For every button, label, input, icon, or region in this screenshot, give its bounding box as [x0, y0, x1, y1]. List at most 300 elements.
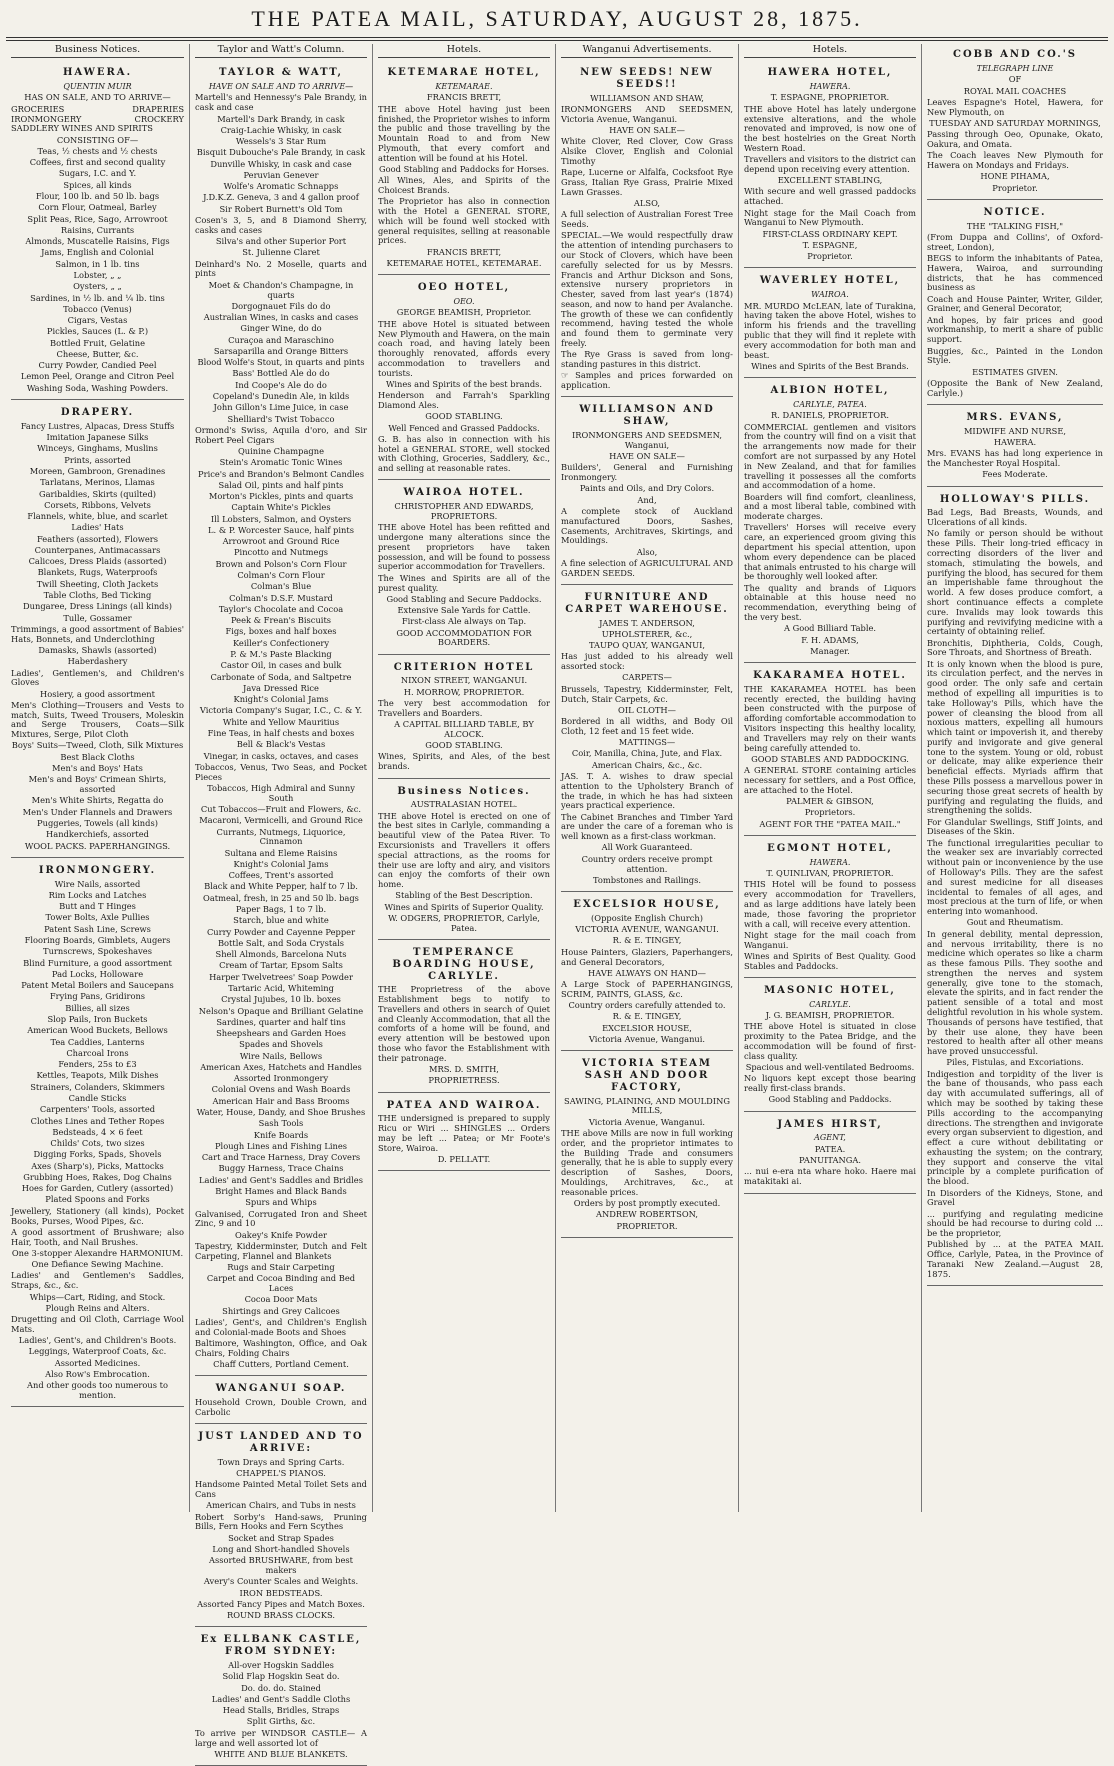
ad-line: Men's and Boys' Crimean Shirts, assorted: [28, 774, 167, 795]
ad-line: Grubbing Hoes, Rakes, Dog Chains: [23, 1171, 172, 1182]
advertisement: [195, 1629, 367, 1766]
ad-line: ☞ Samples and prices forwarded on application.: [561, 370, 733, 391]
ad-line: Good Stabling and Secure Paddocks.: [386, 593, 542, 604]
ad-line: WHITE AND BLUE BLANKETS.: [214, 1748, 348, 1759]
ad-line: Sheepshears and Garden Hoes: [216, 1028, 346, 1039]
ad-line: Oysters, „ „: [73, 281, 122, 292]
ad-body: [561, 94, 733, 391]
ad-line: Galvanised, Corrugated Iron and Sheet Zinc, 9 and 10: [195, 1208, 367, 1229]
advertisement: [927, 489, 1103, 1286]
ad-line: The functional irregularities peculiar to the weaker sex are invariably corrected without pain or inconvenience by the use of Holloway's Pills. They are the safest and surest medicine for all diseases incidental to females of all ages, and most precious at the turn of life, or when entering into womanhood.: [927, 837, 1103, 917]
ad-line: And hopes, by fair prices and good workmanship, to merit a share of public support.: [927, 314, 1103, 345]
ad-line: THE above Mills are now in full working order, and the proprietor intimates to the Building Trade and consumers generally, that he is able to supply every description of Sashes, Doors, Mouldings, Architraves, &c., at reasonable prices.: [561, 1128, 733, 1197]
ad-line: A CAPITAL BILLIARD TABLE, BY ALCOCK.: [394, 719, 534, 739]
ad-line: Good Stabling and Paddocks.: [768, 1094, 892, 1105]
ad-body: [378, 1114, 550, 1164]
column-heading: Wanganui Advertisements.: [561, 44, 733, 58]
ad-line: Ladies', Gentlemen's, and Children's Gloves: [11, 667, 184, 688]
ad-line: Coffees, first and second quality: [29, 157, 166, 168]
ad-line: Spurs and Whips: [245, 1197, 317, 1208]
ad-line: Stein's Aromatic Tonic Wines: [219, 457, 343, 468]
ad-line: Counterpanes, Antimacassars: [34, 544, 161, 555]
advertisement: [744, 270, 916, 378]
ad-line: House Painters, Glaziers, Paperhangers, and General Decorators,: [561, 946, 733, 967]
ad-line: The Wines and Spirits are all of the purest quality.: [378, 572, 550, 593]
ad-line: Handkerchiefs, assorted: [46, 829, 149, 840]
ad-line: HONE PIHAMA,: [980, 171, 1050, 182]
ad-line: Puggeries, Towels (all kinds): [37, 817, 158, 828]
ad-line: Curry Powder and Cayenne Pepper: [206, 926, 356, 937]
ad-line: HAVE ALWAYS ON HAND—: [588, 967, 706, 978]
ad-line: Split Peas, Rice, Sago, Arrowroot: [27, 213, 168, 224]
ad-line: All-over Hogskin Saddles: [228, 1660, 334, 1671]
ad-title: Business Notices.: [397, 785, 531, 797]
advertisement: [378, 781, 550, 940]
ad-subtitle: WAIROA.: [811, 290, 849, 300]
ad-line: PROPRIETOR.: [616, 1220, 678, 1231]
ad-line: Leaves Espagne's Hotel, Hawera, for New Plymouth, on: [927, 96, 1103, 117]
ad-line: HAS ON SALE, AND TO ARRIVE—: [24, 92, 171, 103]
column-heading: Hotels.: [378, 44, 550, 58]
ad-line: Ladies' and Gent's Saddle Cloths: [211, 1693, 351, 1704]
ad-line: ROYAL MAIL COACHES: [963, 85, 1067, 96]
ad-line: PALMER & GIBSON,: [786, 796, 874, 807]
ad-line: WILLIAMSON AND SHAW,: [590, 92, 704, 103]
ad-line: Cut Tobaccos—Fruit and Flowers, &c.: [200, 803, 362, 814]
ad-title: NEW SEEDS! NEW SEEDS!!: [580, 67, 714, 90]
ad-line: Paints and Oils, and Dry Colors.: [579, 483, 715, 494]
ad-line: MR. MURDO McLEAN, late of Turakina, having taken the above Hotel, wishes to inform his friends and the travelling public that they will find it replete with every accommodation for both man and beast.: [744, 300, 916, 360]
ad-line: Travellers' Horses will receive every care, an experienced groom giving this department his special attention, upon whom every dependence can be placed that animals entrusted to his charge will be thoroughly well looked after.: [744, 522, 916, 582]
ad-title: PATEA AND WAIROA.: [386, 1099, 542, 1111]
ad-title: KETEMARAE HOTEL,: [387, 67, 541, 79]
ad-body: [744, 1011, 916, 1105]
ad-line: Tobaccos, Venus, Two Seas, and Pocket Pieces: [195, 761, 367, 782]
ad-line: Gout and Rheumatism.: [966, 917, 1064, 928]
ad-body: [195, 1458, 367, 1621]
ad-line: Water, House, Dandy, and Shoe Brushes: [196, 1107, 366, 1118]
ad-line: Sir Robert Burnett's Old Tom: [219, 203, 343, 214]
ad-line: American Hair and Bass Brooms: [212, 1095, 350, 1106]
ad-line: Pickles, Sauces (L. & P.): [46, 326, 149, 337]
ad-line: Coir, Manilla, China, Jute, and Flax.: [571, 748, 723, 759]
ad-body: [195, 1661, 367, 1760]
column-3: [372, 44, 555, 1512]
ad-line: In general debility, mental depression, and nervous irritability, there is no medicine which operates so like a charm as these famous Pills. They soothe and strengthen the nerves and system generally, give tone to the stomach, elevate the spirits, and in fact render the patient sensible of a total and most delightful revolution in his whole system. Thousands of persons have testified, that by their use alone, they have been restored to health after all other means have proved unsuccessful.: [927, 928, 1103, 1057]
ad-line: Jams, English and Colonial: [41, 247, 154, 258]
ad-line: GOOD ACCOMMODATION FOR BOARDERS.: [396, 627, 532, 648]
ad-line: Wolfe's Aromatic Schnapps: [223, 181, 339, 192]
advertisement: [744, 980, 916, 1112]
ad-line: Extensive Sale Yards for Cattle.: [397, 605, 531, 616]
ad-line: A good assortment of Brushware; also Hair, Tooth, and Nail Brushes.: [11, 1226, 184, 1247]
ad-line: Ormond's Swiss, Aquila d'oro, and Sir Robert Peel Cigars: [195, 424, 367, 445]
ad-line: Blankets, Rugs, Waterproofs: [37, 567, 158, 578]
ad-line: Salmon, in 1 lb. tins: [55, 258, 140, 269]
ad-body: [378, 502, 550, 648]
ad-line: Sultana and Eleme Raisins: [224, 847, 338, 858]
ad-title: COBB AND CO.'S: [953, 49, 1077, 60]
ad-line: Winceys, Ginghams, Muslins: [37, 443, 158, 454]
ad-line: Cocoa Door Mats: [244, 1294, 318, 1305]
ad-line: The Coach leaves New Plymouth for Hawera on Mondays and Fridays.: [927, 150, 1103, 170]
ad-line: Bordered in all widths, and Body Oil Cloth, 12 feet and 15 feet wide.: [561, 716, 733, 736]
ad-body: [744, 93, 916, 262]
ad-line: Tobacco (Venus): [63, 303, 132, 314]
ad-subtitle: TELEGRAPH LINE: [976, 63, 1054, 73]
ad-line: GOOD STABLING.: [425, 740, 503, 751]
ad-line: With secure and well grassed paddocks attached.: [744, 186, 916, 207]
ad-line: FRANCIS BRETT,: [426, 92, 502, 103]
ad-line: Wines and Spirits of the best brands.: [385, 378, 543, 389]
ad-line: Assorted Fancy Pipes and Match Boxes.: [197, 1598, 365, 1609]
ad-line: Proprietor.: [807, 251, 853, 262]
ad-line: T. ESPAGNE,: [802, 239, 858, 250]
ad-line: Fenders, 25s to £3: [58, 1059, 137, 1070]
ad-line: Peek & Frean's Biscuits: [230, 615, 332, 626]
ad-line: A Good Billiard Table.: [783, 623, 877, 634]
column-4: [555, 44, 738, 1512]
advertisement: [195, 1378, 367, 1424]
ad-line: The Rye Grass is saved from long-standing pastures in this district.: [561, 349, 733, 370]
ad-line: Sardines, quarter and half tins: [216, 1016, 346, 1027]
ad-line: All Work Guaranteed.: [601, 842, 693, 853]
ad-line: Head Stalls, Bridles, Straps: [222, 1705, 340, 1716]
ad-line: Men's Under Flannels and Drawers: [22, 806, 173, 817]
ad-line: Handsome Painted Metal Toilet Sets and Cans: [195, 1479, 367, 1500]
ad-line: Childs' Cots, two sizes: [50, 1138, 145, 1149]
ad-line: G. B. has also in connection with his hotel a GENERAL STORE, well stocked with Clothing, Groceries, Saddlery, &c., and selling at reasonable rates.: [378, 433, 550, 474]
ad-title: TAYLOR & WATT,: [218, 67, 344, 79]
ad-line: Colman's D.S.F. Mustard: [229, 592, 333, 603]
advertisement: [378, 657, 550, 779]
ad-body: [744, 1145, 916, 1187]
ad-body: [195, 93, 367, 1369]
ad-line: Ladies' and Gentlemen's Saddles, Straps, &c., &c.: [11, 1270, 184, 1291]
ad-title: JAMES HIRST,: [777, 1118, 883, 1130]
ad-body: [927, 222, 1103, 399]
ad-line: Hoes for Garden, Cutlery (assorted): [21, 1183, 174, 1194]
ad-line: KETEMARAE HOTEL, KETEMARAE.: [386, 257, 542, 268]
ad-line: Wines, Spirits, and Ales, of the best brands.: [378, 751, 550, 772]
ad-line: THE above Hotel has lately undergone extensive alterations, and the whole renovated and improved, is now one of the best hostelries on the Great North Western Road.: [744, 103, 916, 153]
ad-line: HAWERA.: [993, 436, 1037, 447]
ad-line: W. ODGERS, PROPRIETOR, Carlyle, Patea.: [388, 912, 540, 933]
ad-title: TEMPERANCE BOARDING HOUSE, CARLYLE.: [392, 946, 536, 982]
ad-body: [744, 302, 916, 372]
ad-line: Bisquit Dubouche's Pale Brandy, in cask: [196, 147, 366, 158]
ad-line: Cream of Tartar, Epsom Salts: [219, 960, 343, 971]
ad-line: Coach and House Painter, Writer, Gilder, Grainer, and General Decorator,: [927, 293, 1103, 314]
ad-line: Robert Sorby's Hand-saws, Pruning Bills, Fern Hooks and Fern Scythes: [195, 1511, 367, 1532]
ad-title: MASONIC HOTEL,: [764, 984, 896, 996]
advertisement: [744, 380, 916, 663]
ad-line: Buggy Harness, Trace Chains: [218, 1163, 344, 1174]
ad-line: ... nui e-era nta whare hoko. Haere mai matakitaki ai.: [744, 1166, 916, 1187]
ad-line: Moet & Chandon's Champagne, in quarts: [208, 279, 354, 300]
ad-subtitle: HAWERA.: [809, 857, 851, 867]
ad-line: Pad Locks, Holloware: [51, 968, 144, 979]
ad-line: Trimmings, a good assortment of Babies' Hats, Bonnets, and Underclothing: [11, 623, 184, 644]
ad-body: [378, 308, 550, 474]
ad-line: R. & E. TINGEY,: [612, 935, 682, 946]
ad-body: [378, 800, 550, 933]
advertisement: [927, 202, 1103, 405]
ad-line: Charcoal Irons: [66, 1047, 129, 1058]
ad-line: SAWING, PLAINING, AND MOULDING MILLS,: [564, 1095, 730, 1116]
ad-line: Good Stabling and Paddocks for Horses.: [379, 163, 549, 174]
ad-line: To arrive per WINDSOR CASTLE— A large and well assorted lot of: [195, 1727, 367, 1748]
ad-line: First-class Ale always on Tap.: [401, 616, 527, 627]
ad-line: St. Julienne Claret: [242, 247, 320, 258]
ad-line: Knife Boards: [253, 1129, 309, 1140]
ad-line: Billies, all sizes: [65, 1002, 130, 1013]
ad-line: One 3-stopper Alexandre HARMONIUM.: [11, 1247, 184, 1258]
masthead-title: THE PATEA MAIL, SATURDAY, AUGUST 28, 1875.: [251, 6, 863, 31]
ad-line: The quality and brands of Liquors obtainable at this house need no recommendation, everything being of the very best.: [744, 582, 916, 622]
ad-line: Night stage for the Mail Coach from Wanganui to New Plymouth.: [744, 207, 916, 228]
ad-title: Ex ELLBANK CASTLE, FROM SYDNEY:: [200, 1634, 362, 1658]
ad-line: Copeland's Dunedin Ale, in kilds: [212, 391, 350, 402]
column-1: [6, 44, 189, 1512]
ad-line: Java Dressed Rice: [243, 682, 319, 693]
ad-title: OEO HOTEL,: [417, 282, 511, 294]
ad-line: Manager.: [810, 645, 850, 656]
ad-line: THE Proprietress of the above Establishment begs to notify to Travellers and others in search of Quiet and Cleanly Accommodation, that all the comforts of a home will be found, and every attention will be bestowed upon those who favor the Establishment with their patronage.: [378, 984, 550, 1063]
ad-line: GEORGE BEAMISH, Proprietor.: [396, 307, 532, 318]
ad-line: Silva's and other Superior Port: [215, 236, 347, 247]
ad-body: [561, 431, 733, 578]
ad-title: HOLLOWAY'S PILLS.: [939, 493, 1091, 505]
ad-line: Bronchitis, Diphtheria, Colds, Cough, Sore Throats, and Shortness of Breath.: [927, 637, 1103, 658]
ad-subtitle: CARLYLE.: [809, 999, 851, 1009]
ad-title: HAWERA.: [62, 67, 133, 79]
ad-line: And other goods too numerous to mention.: [27, 1380, 168, 1401]
ad-line: MIDWIFE AND NURSE,: [963, 425, 1067, 436]
ad-line: Cigars, Vestas: [67, 315, 128, 326]
ad-body: [11, 880, 184, 1401]
ad-line: THE above Hotel is situated in close proximity to the Patea Bridge, and the accommodation will be found of first-class quality.: [744, 1021, 916, 1061]
ad-body: [561, 619, 733, 886]
ad-line: Bass' Bottled Ale do do: [232, 368, 330, 379]
ad-line: Nelson's Opaque and Brilliant Gelatine: [198, 1005, 364, 1016]
ad-line: EXCELSIOR HOUSE,: [602, 1022, 692, 1033]
ad-subtitle: CARLYLE, PATEA.: [793, 399, 867, 409]
column-6: [921, 44, 1108, 1512]
ad-line: Victoria Company's Sugar, I.C., C. & Y.: [199, 705, 363, 716]
ad-line: Sardines, in ½ lb. and ¼ lb. tins: [30, 292, 165, 303]
ad-body: [927, 508, 1103, 1279]
ad-line: Do. do. do. Stained: [241, 1682, 321, 1693]
ad-line: Baltimore, Washington, Office, and Oak Chairs, Folding Chairs: [195, 1337, 367, 1358]
advertisement: [927, 44, 1103, 200]
ad-line: CONSISTING OF—: [56, 134, 139, 145]
ad-line: ROUND BRASS CLOCKS.: [226, 1610, 336, 1621]
ad-line: Twill Sheeting, Cloth Jackets: [36, 578, 159, 589]
advertisement: [378, 277, 550, 480]
advertisement: [744, 838, 916, 978]
ad-title: JUST LANDED AND TO ARRIVE:: [198, 1431, 364, 1454]
ad-line: Damasks, Shawls (assorted): [38, 644, 157, 655]
ad-line: Curaçoa and Maraschino: [228, 334, 334, 345]
ad-body: [11, 422, 184, 851]
ad-line: Pincotto and Nutmegs: [233, 547, 329, 558]
ad-line: Slop Pails, Iron Buckets: [47, 1013, 148, 1024]
ad-line: Flannels, white, blue, and scarlet: [27, 511, 168, 522]
ad-line: Vinegar, in casks, octaves, and cases: [203, 750, 359, 761]
ad-line: H. MORROW, PROPRIETOR.: [403, 686, 525, 697]
ad-line: Spades and Shovels: [239, 1039, 323, 1050]
ad-line: THE above Hotel is situated between New Plymouth and Hawera, on the main coach road, and having lately been thoroughly renovated, affords every accommodation to travellers and tourists.: [378, 318, 550, 378]
ad-body: [378, 676, 550, 772]
ad-line: Published by ... at the PATEA MAIL Office, Carlyle, Patea, in the Province of Taranaki New Zealand.—August 28, 1875.: [927, 1239, 1103, 1279]
ad-line: Whips—Cart, Riding, and Stock.: [29, 1291, 166, 1302]
ad-line: CARPETS—: [622, 672, 672, 683]
ad-line: Dorgognauet Fils do do: [231, 300, 331, 311]
ad-line: JAMES T. ANDERSON,: [599, 617, 695, 628]
ad-line: IRON BEDSTEADS.: [239, 1587, 323, 1598]
ad-line: In Disorders of the Kidneys, Stone, and Gravel: [927, 1187, 1103, 1208]
ad-title: HAWERA HOTEL,: [767, 67, 893, 79]
advertisement: [195, 1426, 367, 1627]
ad-subtitle: HAVE ON SALE AND TO ARRIVE—: [208, 82, 354, 91]
ad-line: Leggings, Waterproof Coats, &c.: [28, 1346, 167, 1357]
advertisement: [927, 407, 1103, 487]
ad-line: MATTINGS—: [618, 737, 676, 748]
ad-line: Garibaldies, Skirts (quilted): [38, 488, 157, 499]
ad-line: VICTORIA AVENUE, WANGANUI.: [575, 924, 719, 935]
ad-line: The Cabinet Branches and Timber Yard are under the care of a foreman who is well known as a first-class workman.: [561, 811, 733, 842]
ad-line: Clothes Lines and Tether Ropes: [30, 1115, 165, 1126]
ad-line: White Clover, Red Clover, Cow Grass Alsike Clover, English and Colonial Timothy: [561, 136, 733, 166]
ad-line: John Gillon's Lime Juice, in case: [213, 402, 349, 413]
ad-line: THE above Hotel having just been finished, the Proprietor wishes to inform the public and those travelling by the Mountain Road to and from New Plymouth, that every comfort and attention will be found at his Hotel.: [378, 103, 550, 163]
ad-line: Colman's Blue: [250, 581, 312, 592]
ad-line: All Wines, Ales, and Spirits of the Choicest Brands.: [378, 175, 550, 195]
ad-line: P. & M.'s Paste Blacking: [230, 649, 332, 659]
advertisement: [561, 894, 733, 1051]
ad-line: Men's Clothing—Trousers and Vests to match, Suits, Tweed Trousers, Moleskin and Serge Trousers, Coats—Silk Mixtures, Serge, Pilot Cloth: [11, 699, 184, 740]
ad-body: [378, 93, 550, 268]
ad-body: [561, 914, 733, 1045]
ad-line: Plough Lines and Fishing Lines: [214, 1140, 348, 1151]
ad-line: American Chairs, and Tubs in nests: [206, 1500, 356, 1511]
ad-subtitle: QUENTIN MUIR: [63, 82, 132, 91]
ad-line: Feathers (assorted), Flowers: [37, 533, 158, 544]
ad-line: Buggies, &c., Painted in the London Style.: [927, 345, 1103, 366]
ad-line: Piles, Fistulas, and Excoriations.: [946, 1057, 1084, 1068]
ad-line: Blood Wolfe's Stout, in quarts and pints: [197, 357, 365, 368]
ad-line: Wines and Spirits of the Best Brands.: [751, 360, 909, 371]
ad-line: Henderson and Farrah's Sparkling Diamond Ales.: [378, 390, 550, 410]
ad-line: Frying Pans, Gridirons: [49, 991, 146, 1002]
ad-line: Household Crown, Double Crown, and Carbolic: [195, 1397, 367, 1417]
ad-line: Currants, Nutmegs, Liquorice, Cinnamon: [216, 826, 346, 847]
ad-line: Ill Lobsters, Salmon, and Oysters: [210, 513, 352, 524]
ad-line: Washing Soda, Washing Powders.: [26, 382, 169, 393]
ad-line: Bell & Black's Vestas: [236, 739, 326, 750]
ad-line: Sarsaparilla and Orange Bitters: [213, 345, 349, 356]
ad-title: WAVERLEY HOTEL,: [759, 275, 901, 287]
ad-line: Men's and Boys' Hats: [52, 763, 143, 774]
ad-line: Also Row's Embrocation.: [45, 1368, 150, 1379]
ad-line: THE undersigned is prepared to supply Ricu or Wiri ... SHINGLES ... Orders may be left ... Patea; or Mr Foote's Store, Wairoa.: [378, 1113, 550, 1153]
ad-line: Wire Nails, Bellows: [239, 1050, 323, 1061]
ad-line: SPECIAL.—We would respectfully draw the attention of intending purchasers to our Stock of Clovers, which have been carefully selected for us by Messrs. Francis and Arthur Dickson and Sons, extensive nursery proprietors in Chester, saved from last year's (1874) season, and now to hand per Avalanche. The growth of these we can confidently recommend, having tested the whole and found them to germinate very freely.: [561, 230, 733, 349]
ad-line: THE above Hotel has been refitted and undergone many alterations since the present proprietors have taken possession, and will be found to possess superior accommodation for Travellers.: [378, 522, 550, 572]
ad-line: Cheese, Butter, &c.: [56, 348, 139, 359]
ad-line: Patent Sash Line, Screws: [44, 923, 151, 934]
ad-line: Assorted Ironmongery: [233, 1073, 329, 1084]
ad-title: CRITERION HOTEL: [393, 661, 535, 673]
ad-line: Martell's and Hennessy's Pale Brandy, in cask and case: [195, 92, 367, 113]
ad-line: THE "TALKING FISH,": [966, 220, 1064, 231]
ad-line: Drugetting and Oil Cloth, Carriage Wool Mats.: [11, 1314, 184, 1334]
ad-line: (From Duppa and Collins', of Oxford-street, London),: [927, 231, 1103, 252]
ad-line: Digging Forks, Spads, Shovels: [33, 1149, 162, 1160]
ad-line: ... purifying and regulating medicine should be had recourse to during cold ... be the proprietor,: [927, 1208, 1103, 1239]
ad-title: DRAPERY.: [60, 407, 135, 419]
ad-line: Has just added to his already well assorted stock:: [561, 651, 733, 672]
ad-line: CHAPPEL'S PIANOS.: [236, 1468, 326, 1479]
ad-line: Indigestion and torpidity of the liver is the bane of thousands, who pass each day with accumulated sufferings, all of which may be soothed by taking these Pills according to the accompanying directions. The strengthen and invigorate every organ subservient to digestion, and effect a cure without debilitating or exhausting the system; on the contrary, they support and conserve the vital principle by a complete purification of the blood.: [927, 1068, 1103, 1187]
advertisement: [11, 402, 184, 858]
ad-line: Patent Metal Boilers and Saucepans: [21, 980, 174, 991]
ad-line: Shelliard's Twist Tobacco: [227, 413, 335, 424]
ad-line: Travellers and visitors to the district can depend upon receiving every attention.: [744, 154, 916, 174]
ad-line: FRANCIS BRETT,: [426, 246, 502, 257]
ad-line: PATEA.: [814, 1143, 846, 1154]
ad-line: Split Girths, &c.: [246, 1716, 316, 1727]
ad-line: For Glandular Swellings, Stiff Joints, and Diseases of the Skin.: [927, 816, 1103, 837]
ad-line: Bottle Salt, and Soda Crystals: [217, 937, 345, 948]
ad-line: GROCERIES DRAPERIES IRONMONGERY CROCKERY SADDLERY WINES AND SPIRITS: [11, 103, 184, 134]
ad-line: Martell's Dark Brandy, in cask: [217, 113, 345, 124]
ad-line: Figs, boxes and half boxes: [225, 626, 337, 637]
ad-line: Strainers, Colanders, Skimmers: [30, 1081, 165, 1092]
ad-line: ALSO,: [633, 198, 661, 209]
ad-line: Jewellery, Stationery (all kinds), Pocket Books, Purses, Wood Pipes, &c.: [11, 1205, 184, 1226]
ad-line: Sash Tools: [258, 1118, 304, 1129]
ad-line: Tulle, Gossamer: [63, 612, 132, 623]
ad-line: Proprietors.: [804, 807, 856, 818]
ad-line: Table Cloths, Bed Ticking: [43, 590, 152, 601]
ad-body: [927, 75, 1103, 193]
ad-line: GOOD STABLES AND PADDOCKING.: [751, 753, 909, 764]
ad-line: Tea Caddies, Lanterns: [50, 1036, 145, 1047]
ad-body: [378, 985, 550, 1086]
advertisement: [378, 482, 550, 654]
ad-line: Teas, ½ chests and ½ chests: [37, 145, 158, 156]
ad-title: MRS. EVANS,: [966, 411, 1064, 423]
ad-body: [744, 869, 916, 971]
advertisement: [378, 942, 550, 1093]
ad-line: A full selection of Australian Forest Tree Seeds.: [561, 209, 733, 230]
ad-line: Kettles, Teapots, Milk Dishes: [36, 1070, 159, 1081]
ad-line: GOOD STABLING.: [425, 411, 503, 422]
advertisement: [561, 587, 733, 892]
column-heading: Hotels.: [744, 44, 916, 58]
ad-line: Carpenters' Tools, assorted: [39, 1104, 156, 1115]
ad-line: Tower Bolts, Axle Pullies: [45, 912, 150, 923]
advertisement: [561, 399, 733, 585]
ad-line: American Wood Buckets, Bellows: [27, 1025, 168, 1036]
ad-line: Coffees, Trent's assorted: [228, 870, 334, 881]
ad-line: PROPRIETRESS.: [428, 1075, 500, 1086]
advertisement: [744, 62, 916, 268]
ad-line: Men's White Shirts, Regatta do: [31, 795, 164, 806]
ad-line: Flooring Boards, Gimblets, Augers: [24, 935, 171, 945]
